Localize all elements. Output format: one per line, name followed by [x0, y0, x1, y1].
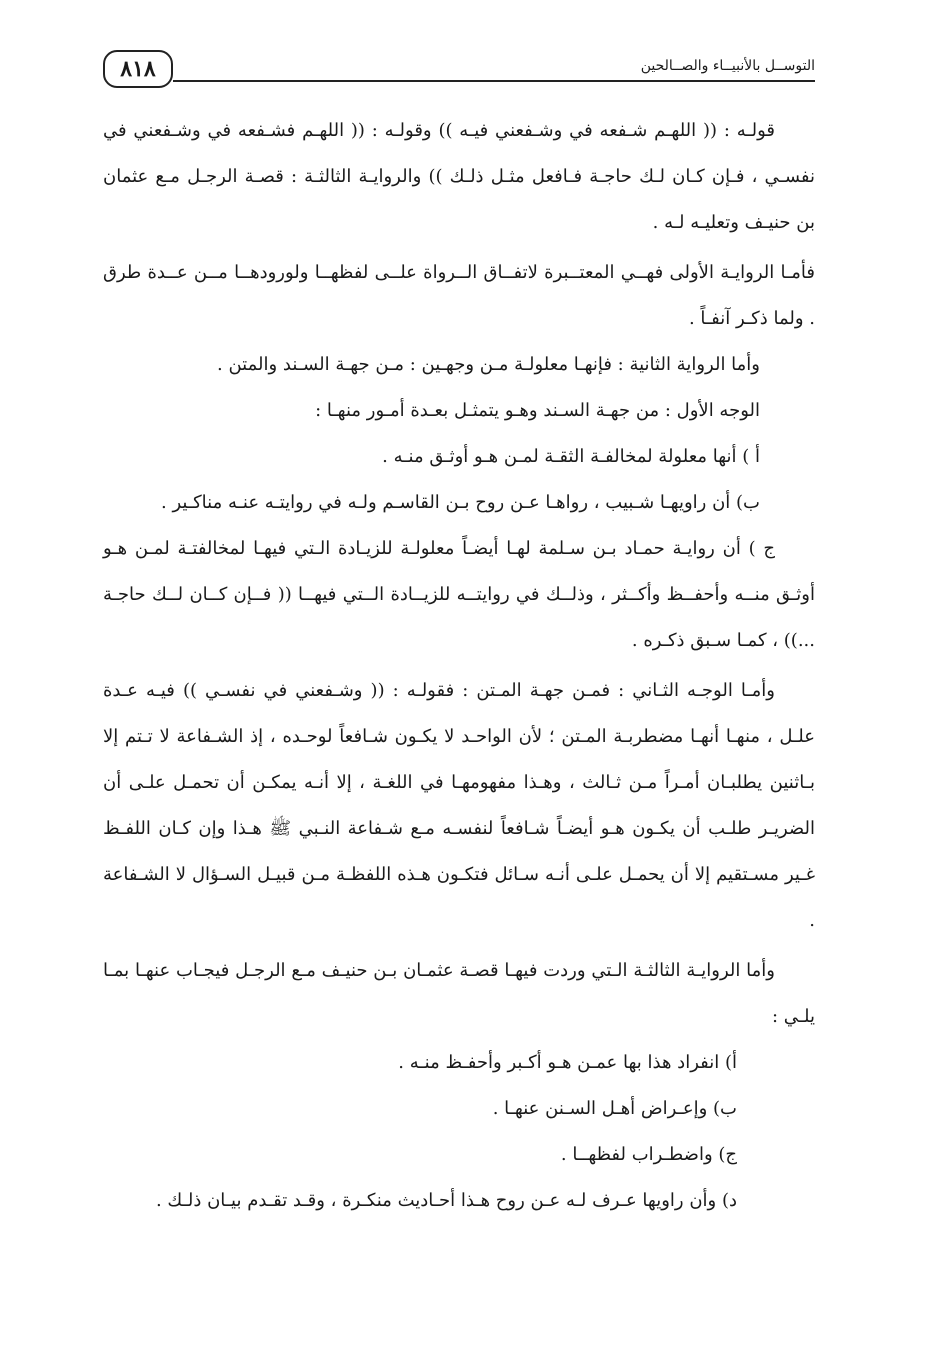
list-item: ج) واضطـراب لفظهــا . — [560, 1144, 737, 1165]
paragraph: وأما الروايـة الثالثـة الـتي وردت فيهـا قصـة عثمـان بـن حنيـف مـع الرجـل فيجـاب عنهـا بمـا يلـي : — [103, 960, 815, 1027]
paragraph: وأمـا الوجـه الثـاني : فمـن جهـة المـتن : فقولـه : (( وشـفعني في نفسـي )) فيـه عـدة علـل ، منهـا أنهـا مضطربـة المـتن ؛ لأن الواحـد لا يكـون شـافعاً لوحـده ، إذ الشـفاعة لا تـتم إلا بـاثنين يطلبـان أمـراً مـن ثـالث ، وهـذا مفهومهـا في اللغـة ، إلا أنـه يمكـن أن تحمـل علـى أن الضريـر طلـب أن يكـون هـو أيضـاً شـافعاً لنفسـه مـع شـفاعة النـبي ﷺ هـذا وإن كـان اللفـظ غـير مسـتقيم إلا أن يحمـل علـى أنـه سـائل فتكـون هـذه اللفظـة مـن قبيـل السـؤال لا الشـفاعة . — [103, 680, 815, 931]
header-rule — [173, 80, 815, 82]
list-item: ب) أن راويهـا شـبيب ، رواهـا عـن روح بـن القاسـم ولـه في روايتـه عنـه مناكـير . — [161, 492, 760, 513]
list-item: أ ) أنها معلولة لمخالفـة الثقـة لمـن هـو أوثـق منـه . — [382, 446, 760, 467]
list-item: أ) انفراد هذا بها عمـن هـو أكـبر وأحفـظ منـه . — [398, 1052, 737, 1073]
list-item: ج ) أن روايـة حمـاد بـن سـلمة لهـا أيضـاً معلولـة للزيـادة الـتي فيهـا لمخالفتـة لمـن هـو أوثـق منــه وأحفــظ وأكــثر ، وذلــك في روايتــه للزيــادة الــتي فيهــا (( فــإن كــان لــك حاجـة ...)) ، كمـا سـبق ذكـره . — [103, 538, 815, 651]
paragraph: فأمـا الروايـة الأولى فهــي المعتــبرة لاتفــاق الــرواة علــى لفظهــا ولورودهــا مــن عــدة طرق . ولما ذكـر آنفـاً . — [103, 262, 815, 329]
paragraph: قولـه : (( اللهـم شـفعه في وشـفعني فيـه )) وقولـه : (( اللهـم فشـفعه في وشـفعني في نفسـي ، فـإن كـان لـك حاجـة فـافعل مثـل ذلـك )) والروايـة الثالثـة : قصـة الرجـل مـع عثمان بن حنيـف وتعليـه لـه . — [103, 120, 815, 233]
body-text — [103, 108, 815, 1224]
page-number: ٨١٨ — [103, 50, 173, 88]
running-title: التوســل بالأنبيــاء والصــالحين — [635, 58, 815, 74]
paragraph: وأما الرواية الثانية : فإنهـا معلولـة مـن وجهـين : مـن جهـة السـند والمتن . — [217, 354, 760, 375]
paragraph: الوجه الأول : من جهـة السـند وهـو يتمثـل بعـدة أمـور منهـا : — [315, 400, 760, 421]
list-item: ب) وإعـراض أهـل السـنن عنهـا . — [492, 1098, 737, 1119]
list-item: د) وأن راويها عـرف لـه عـن روح هـذا أحـاديث منكـرة ، وقـد تقـدم بيـان ذلـك . — [155, 1190, 737, 1211]
page-header — [103, 50, 815, 90]
